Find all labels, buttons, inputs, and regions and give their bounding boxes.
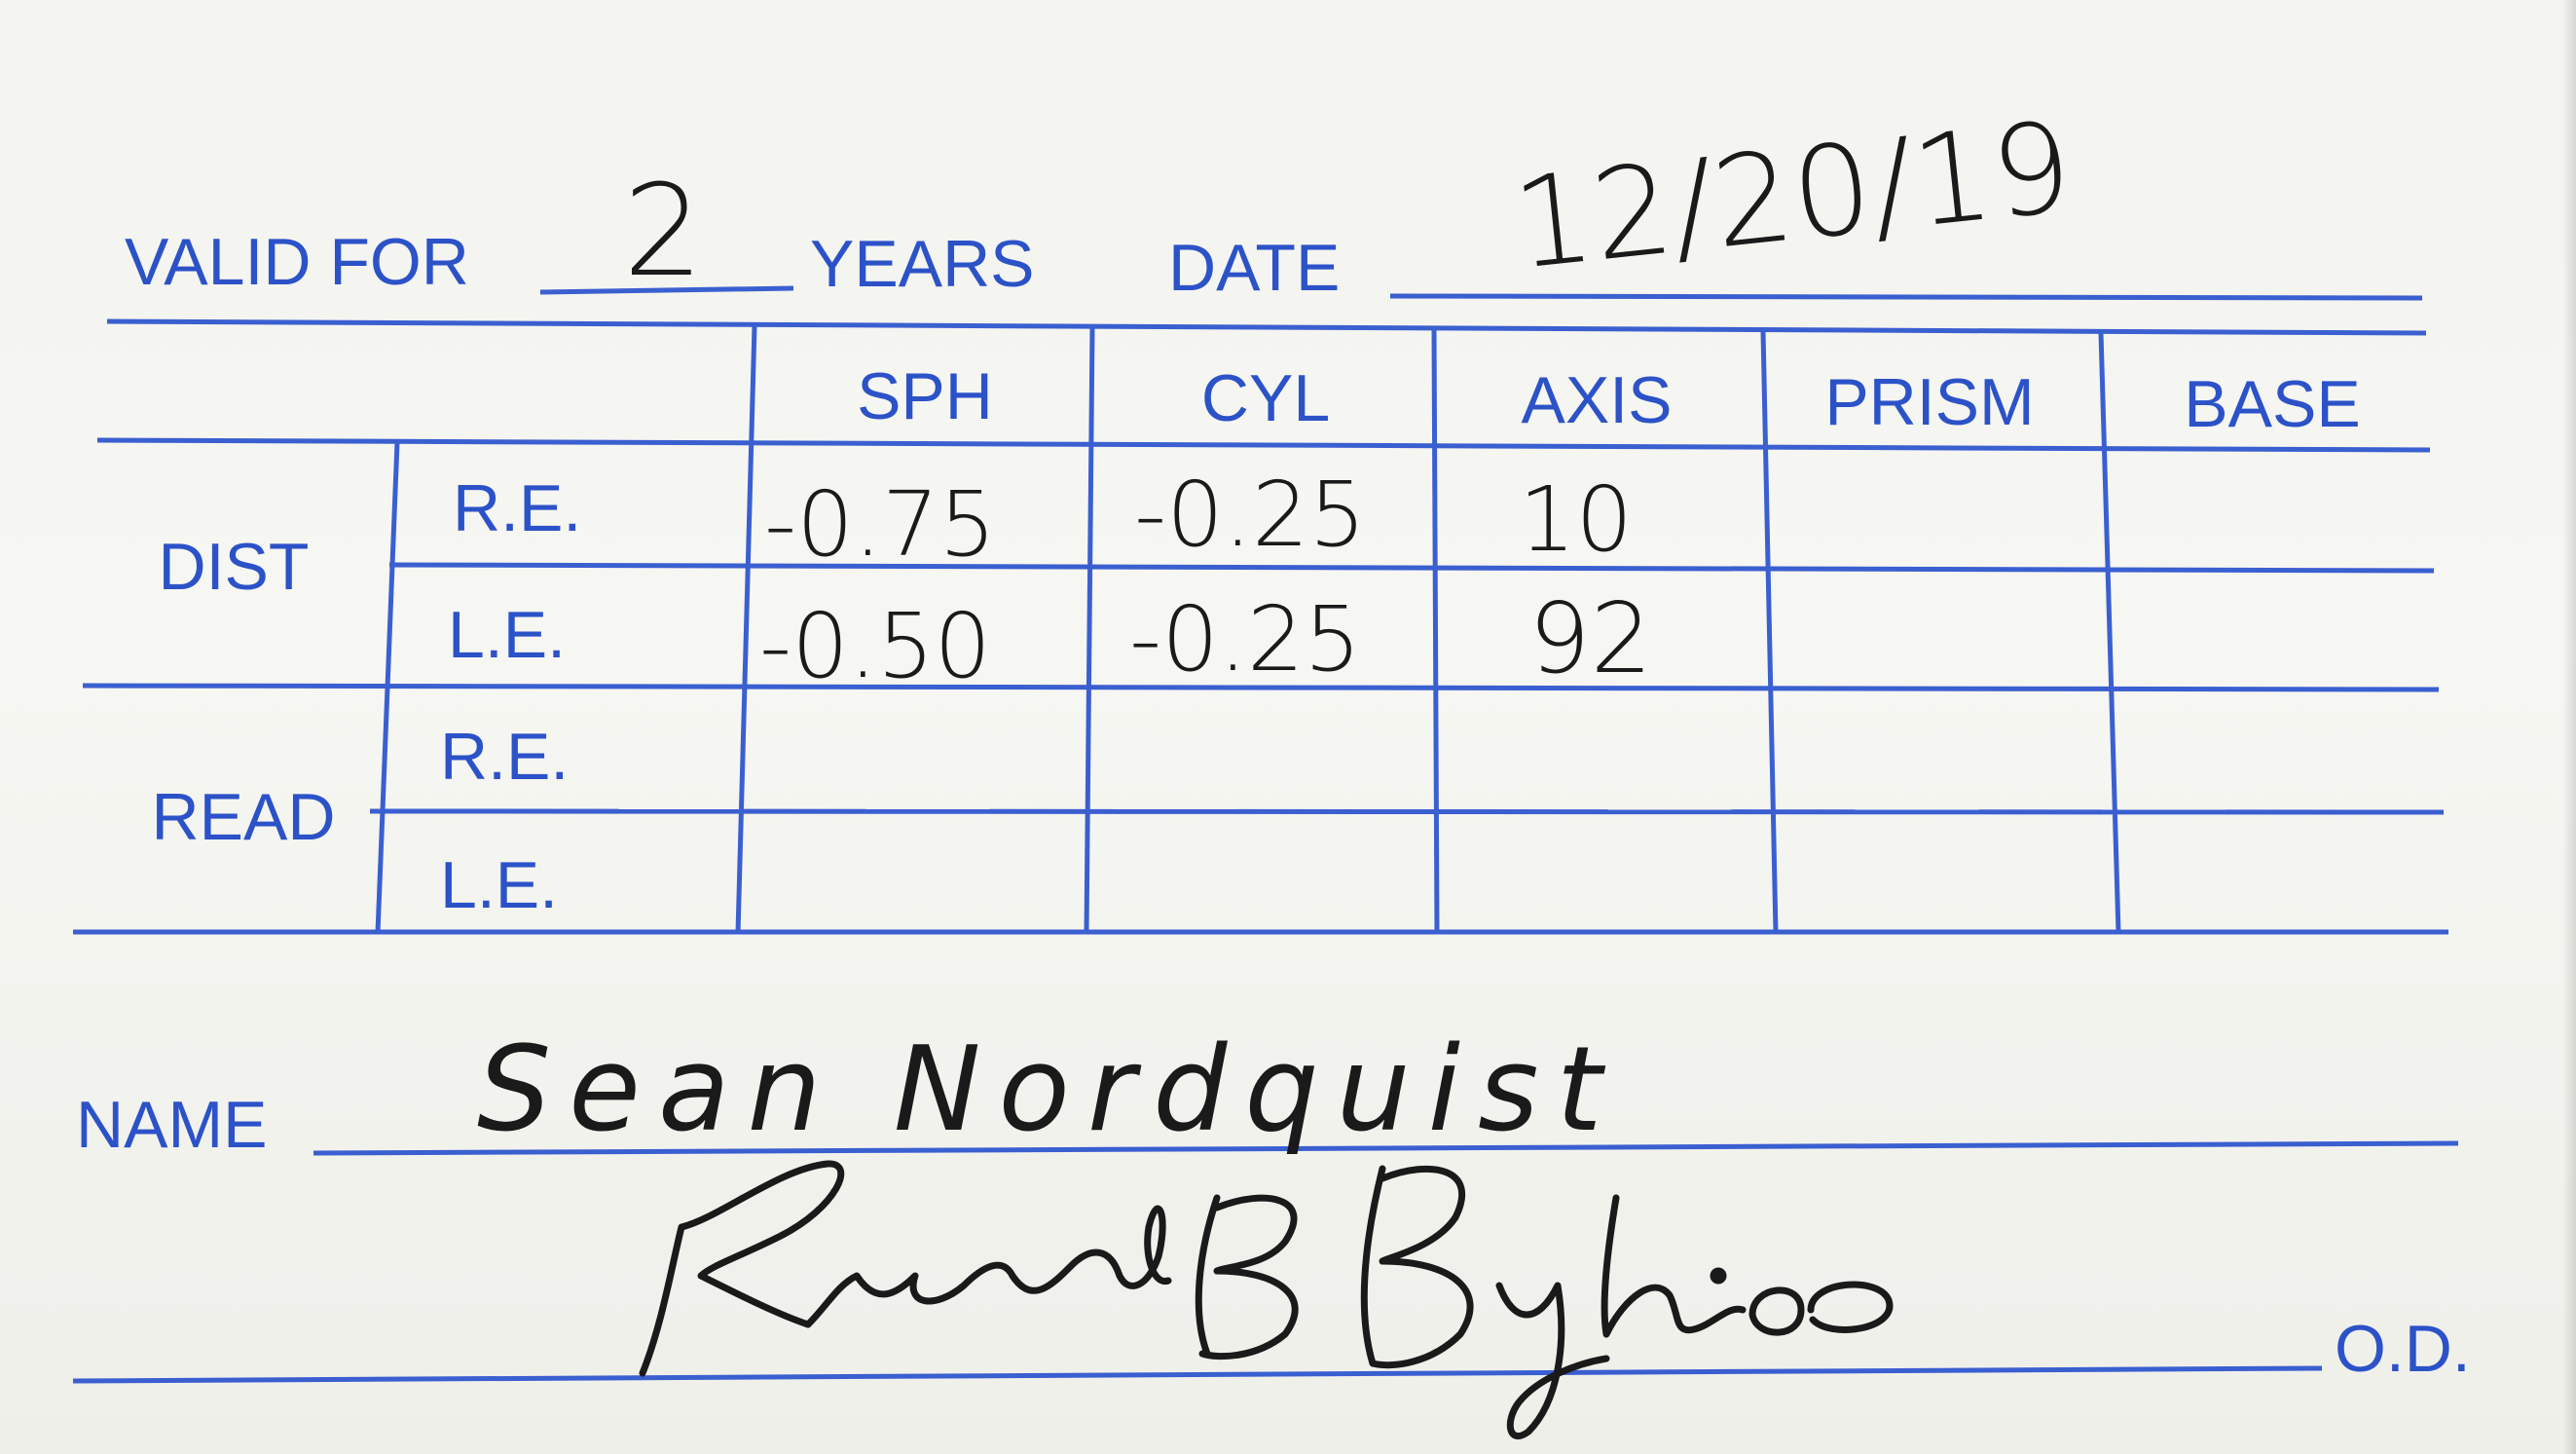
dist-le-axis: 92: [1528, 581, 1653, 695]
name-label: NAME: [76, 1088, 268, 1162]
eye-label-read-re: R.E.: [440, 720, 570, 794]
od-label: O.D.: [2335, 1312, 2471, 1386]
column-header-base: BASE: [2184, 367, 2361, 441]
eye-label-dist-le: L.E.: [448, 598, 566, 672]
group-label-dist: DIST: [158, 530, 310, 604]
doctor-signature: [643, 1164, 1890, 1436]
column-header-cyl: CYL: [1200, 361, 1331, 435]
eye-label-read-le: L.E.: [440, 848, 558, 922]
column-header-axis: AXIS: [1521, 363, 1673, 437]
patient-name: Sean Nordquist: [477, 1023, 1620, 1158]
column-header-prism: PRISM: [1824, 365, 2035, 439]
years-label: YEARS: [810, 227, 1035, 301]
dist-re-axis: 10: [1519, 467, 1634, 572]
valid-for-label: VALID FOR: [125, 225, 469, 299]
dist-re-cyl: -0.25: [1134, 463, 1367, 567]
dist-re-sph: -0.75: [764, 472, 997, 577]
date-value: 12/20/19: [1506, 94, 2079, 298]
date-underline: [1390, 296, 2422, 298]
dist-le-sph: -0.50: [759, 594, 992, 698]
signature-underline: [73, 1368, 2322, 1381]
valid-years-value: 2: [623, 157, 704, 305]
column-header-sph: SPH: [857, 359, 993, 433]
group-label-read: READ: [151, 780, 336, 854]
eye-label-dist-re: R.E.: [453, 471, 582, 545]
dist-le-cyl: -0.25: [1129, 587, 1362, 691]
date-label: DATE: [1168, 231, 1341, 305]
